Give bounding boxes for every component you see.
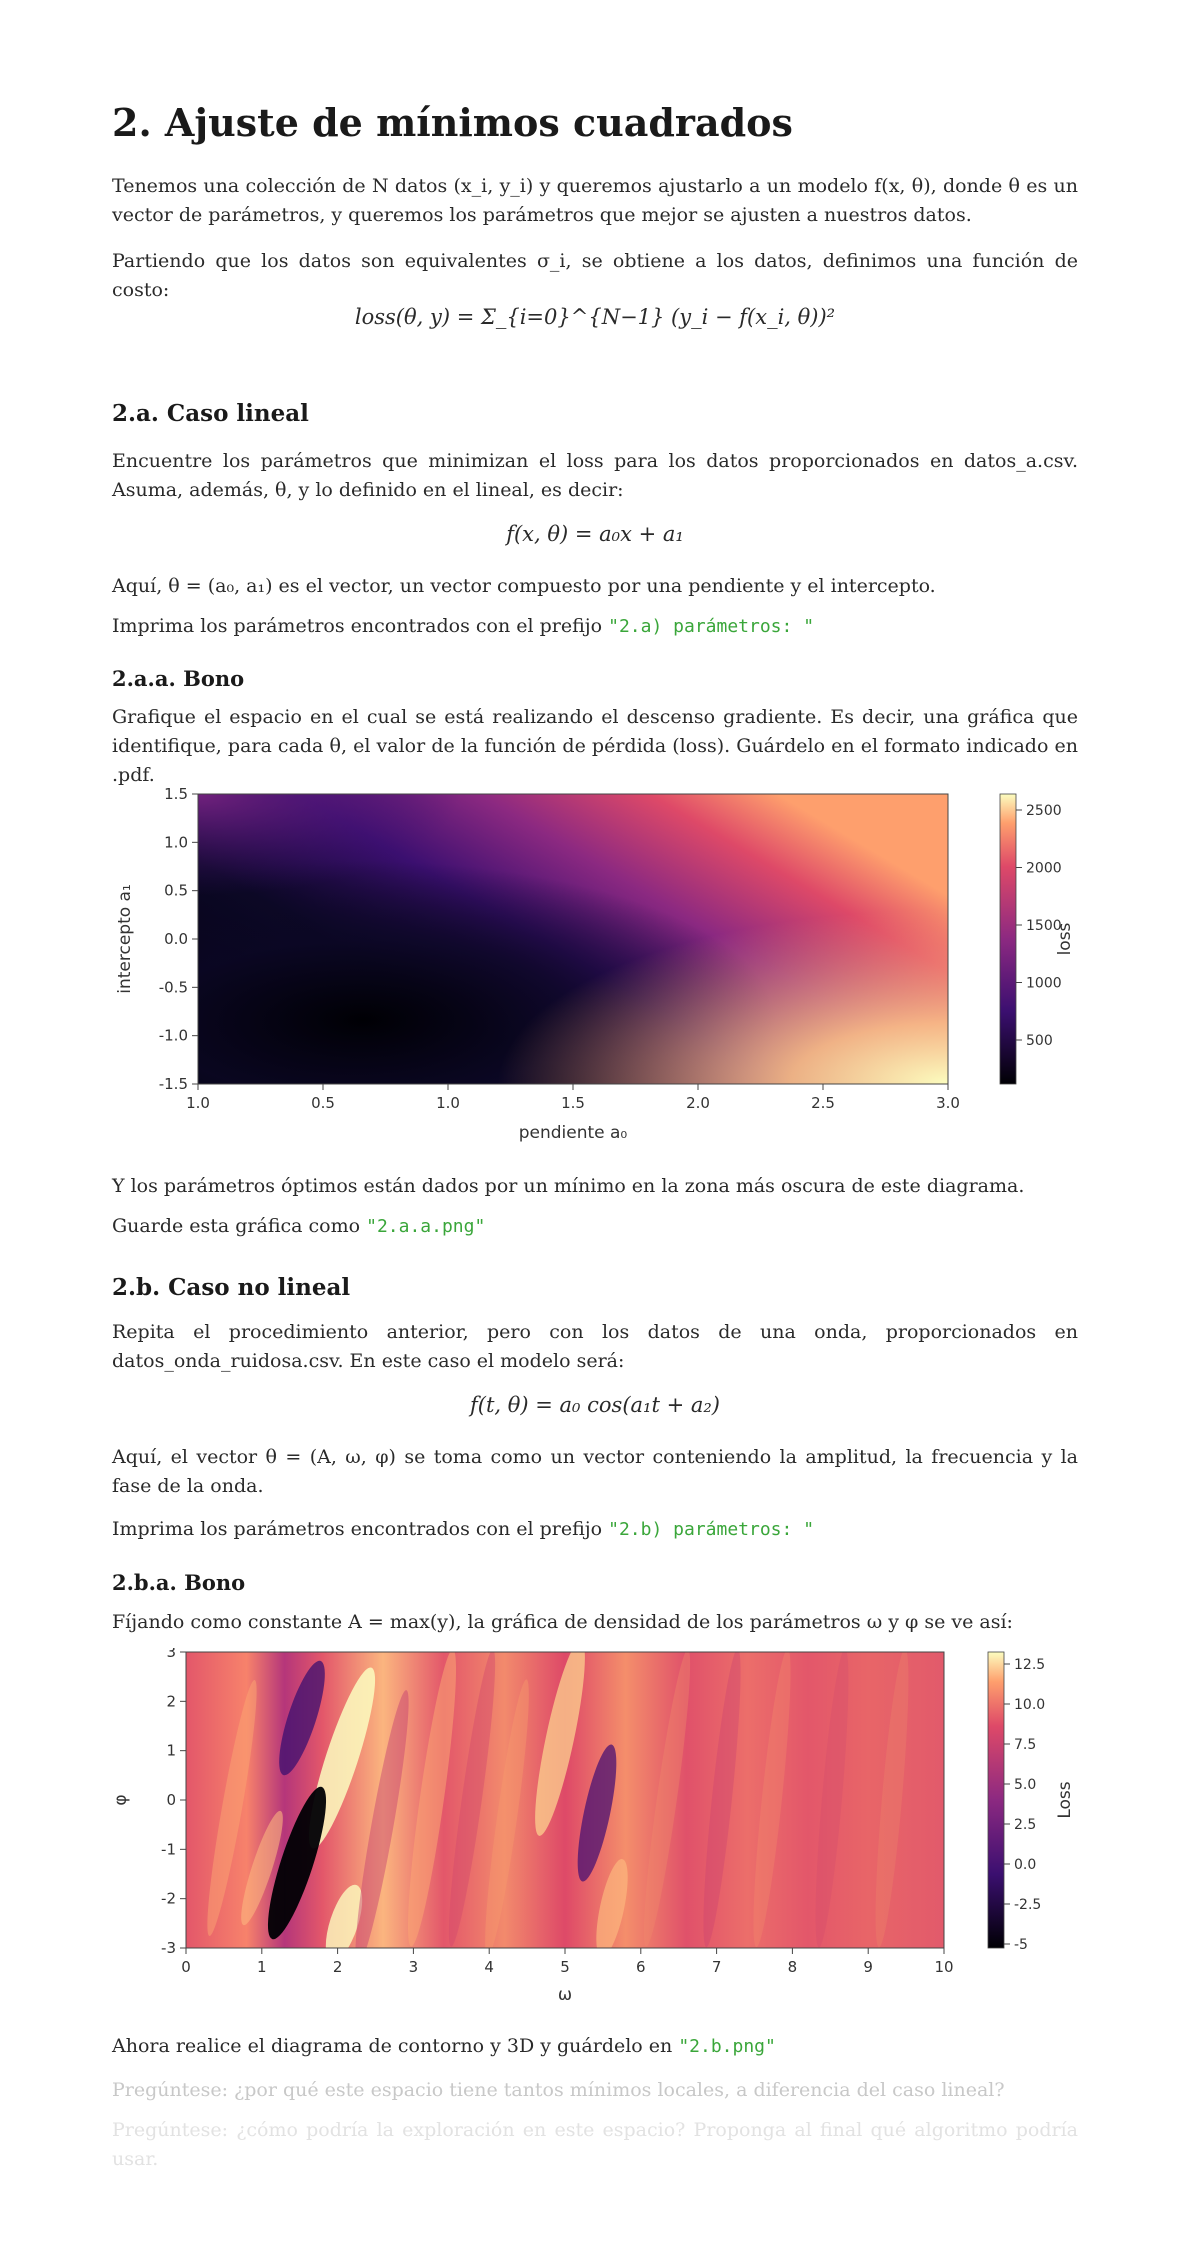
- x-axis-tick-label: 5: [560, 1958, 570, 1976]
- y-axis-ticks: [159, 785, 198, 1093]
- y-axis-tick-label: -1.0: [158, 1026, 188, 1045]
- section-b-paragraph-1: Repita el procedimiento anterior, pero con los datos de una onda, proporcionados en datos_onda_ruidosa.csv. En este caso el modelo será:: [112, 1321, 1078, 1372]
- x-axis-tick-label: 2.5: [811, 1094, 835, 1112]
- section-a-paragraph-2: Aquí, θ = (a₀, a₁) es el vector, un vector compuesto por una pendiente y el intercepto.: [112, 575, 936, 597]
- wave-loss-heatmap: [112, 1648, 1078, 2014]
- print-code: "2.a) parámetros: ": [608, 616, 815, 637]
- x-axis-tick-label: 0: [181, 1958, 191, 1976]
- colorbar-tick-label: 5.0: [1014, 1777, 1037, 1793]
- y-axis-tick-label: -2: [161, 1889, 176, 1908]
- save-prefix: Guarde esta gráfica como: [112, 1215, 367, 1237]
- section-b-heading: 2.b. Caso no lineal: [112, 1274, 351, 1301]
- x-axis-tick-label: 0.5: [311, 1094, 335, 1112]
- y-axis-tick-label: 2: [166, 1692, 176, 1711]
- section-a-save-instruction: [112, 1212, 1078, 1241]
- colorbar-ticks: [1004, 1657, 1045, 1953]
- colorbar-tick-label: 500: [1026, 1033, 1053, 1049]
- y-axis-tick-label: 3: [166, 1648, 176, 1661]
- x-axis-ticks: [186, 1084, 960, 1112]
- subsection-a1-heading: 2.a.a. Bono: [112, 666, 245, 691]
- colorbar-label: Loss: [1055, 1781, 1075, 1819]
- print-code: "2.b) parámetros: ": [608, 1519, 815, 1540]
- colorbar-tick-label: -2.5: [1014, 1897, 1042, 1913]
- x-axis-label: pendiente a₀: [518, 1123, 628, 1143]
- x-axis-tick-label: 6: [636, 1958, 646, 1976]
- figure-linear-loss: [112, 780, 1078, 1164]
- save-prefix: Ahora realice el diagrama de contorno y 3D y guárdelo en: [112, 2035, 679, 2057]
- save-code: "2.b.png": [678, 2036, 776, 2057]
- figure-wave-loss: [112, 1648, 1078, 2018]
- y-axis-ticks: [161, 1648, 186, 1957]
- x-axis-tick-label: 1.0: [436, 1094, 460, 1112]
- linear-loss-heatmap: [112, 780, 1078, 1160]
- y-axis-tick-label: 1.0: [164, 833, 188, 852]
- x-axis-tick-label: 3: [408, 1958, 419, 1976]
- section-a-heading: 2.a. Caso lineal: [112, 400, 309, 427]
- colorbar-tick-label: 1500: [1026, 918, 1062, 934]
- subsection-b1-paragraph: Fíjando como constante A = max(y), la gráfica de densidad de los parámetros ω y φ se ve así:: [112, 1611, 1013, 1633]
- plot-area: [186, 1648, 944, 1968]
- subsection-b1-heading: 2.b.a. Bono: [112, 1570, 246, 1595]
- y-axis-label: intercepto a₁: [115, 884, 135, 994]
- linear-model-equation: f(x, θ) = a₀x + a₁: [506, 522, 684, 546]
- colorbar: [1000, 794, 1075, 1084]
- colorbar: [988, 1652, 1075, 1953]
- save-code: "2.a.a.png": [366, 1216, 486, 1237]
- colorbar-tick-label: 7.5: [1014, 1737, 1037, 1753]
- x-axis-tick-label: 8: [787, 1958, 798, 1976]
- x-axis-tick-label: 2: [332, 1958, 343, 1976]
- y-axis-tick-label: 0.0: [164, 930, 188, 948]
- x-axis-tick-label: 1: [257, 1958, 267, 1976]
- closing-save-instruction: [112, 2032, 1078, 2061]
- print-prefix: Imprima los parámetros encontrados con el prefijo: [112, 615, 609, 637]
- plot-area: [198, 794, 948, 1084]
- x-axis-tick-label: 1.5: [561, 1094, 585, 1112]
- x-axis-label: ω: [557, 1985, 573, 2005]
- y-axis-tick-label: 0: [166, 1791, 176, 1809]
- intro-paragraph-1: Tenemos una colección de N datos (x_i, y_i) y queremos ajustarlo a un modelo f(x, θ), donde θ es un vector de parámetros, y queremos los parámetros que mejor se ajusten a nuestros datos.: [112, 175, 1078, 226]
- print-prefix: Imprima los parámetros encontrados con el prefijo: [112, 1518, 609, 1540]
- x-axis-ticks: [181, 1948, 953, 1976]
- colorbar-tick-label: -5: [1014, 1937, 1028, 1953]
- intro-paragraph-2: Partiendo que los datos son equivalentes σ_i, se obtiene a los datos, definimos una función de costo:: [112, 250, 1078, 301]
- y-axis-label: φ: [112, 1794, 131, 1806]
- x-axis-tick-label: 10: [934, 1958, 954, 1976]
- section-a-after-paragraph: Y los parámetros óptimos están dados por un mínimo en la zona más oscura de este diagrama.: [112, 1175, 1025, 1197]
- colorbar-tick-label: 0.0: [1014, 1857, 1037, 1873]
- loss-equation: loss(θ, y) = Σ_{i=0}^{N−1} (y_i − f(x_i, θ))²: [354, 305, 836, 329]
- page-title: 2. Ajuste de mínimos cuadrados: [112, 100, 793, 145]
- wave-model-equation: f(t, θ) = a₀ cos(a₁t + a₂): [470, 1393, 720, 1417]
- faded-question-1: Pregúntese: ¿por qué este espacio tiene tantos mínimos locales, a diferencia del caso lineal?: [112, 2079, 1005, 2101]
- x-axis-tick-label: 1.0: [186, 1094, 210, 1112]
- colorbar-label: loss: [1055, 922, 1075, 956]
- subsection-a1-paragraph: Grafique el espacio en el cual se está realizando el descenso gradiente. Es decir, una gráfica que identifique, para cada θ, el valor de la función de pérdida (loss). Guárdelo en el formato indicado en .pdf.: [112, 706, 1078, 786]
- y-axis-tick-label: 1.5: [164, 785, 188, 803]
- section-a-print-instruction: [112, 612, 1078, 641]
- x-axis-tick-label: 9: [863, 1958, 873, 1976]
- faded-question-2: Pregúntese: ¿cómo podría la exploración en este espacio? Proponga al final qué algoritmo podría usar.: [112, 2119, 1078, 2170]
- colorbar-tick-label: 10.0: [1014, 1697, 1046, 1713]
- colorbar-tick-label: 2500: [1026, 803, 1062, 819]
- x-axis-tick-label: 3.0: [936, 1094, 960, 1112]
- x-axis-tick-label: 7: [711, 1958, 722, 1976]
- y-axis-tick-label: -1: [161, 1840, 176, 1859]
- x-axis-tick-label: 2.0: [686, 1094, 710, 1112]
- section-a-paragraph-1: Encuentre los parámetros que minimizan el loss para los datos proporcionados en datos_a.csv. Asuma, además, θ, y lo definido en el lineal, es decir:: [112, 450, 1078, 501]
- y-axis-tick-label: -0.5: [158, 978, 188, 997]
- colorbar-tick-label: 2000: [1026, 860, 1062, 877]
- y-axis-tick-label: 0.5: [164, 881, 188, 900]
- section-b-paragraph-2: Aquí, el vector θ = (A, ω, φ) se toma como un vector conteniendo la amplitud, la frecuencia y la fase de la onda.: [112, 1446, 1078, 1497]
- colorbar-tick-label: 2.5: [1014, 1817, 1037, 1833]
- colorbar-tick-label: 1000: [1026, 975, 1062, 992]
- y-axis-tick-label: -1.5: [158, 1075, 188, 1093]
- section-b-print-instruction: [112, 1515, 1078, 1544]
- x-axis-tick-label: 4: [484, 1958, 494, 1976]
- colorbar-tick-label: 12.5: [1014, 1657, 1046, 1673]
- y-axis-tick-label: -3: [161, 1939, 176, 1957]
- y-axis-tick-label: 1: [166, 1741, 176, 1760]
